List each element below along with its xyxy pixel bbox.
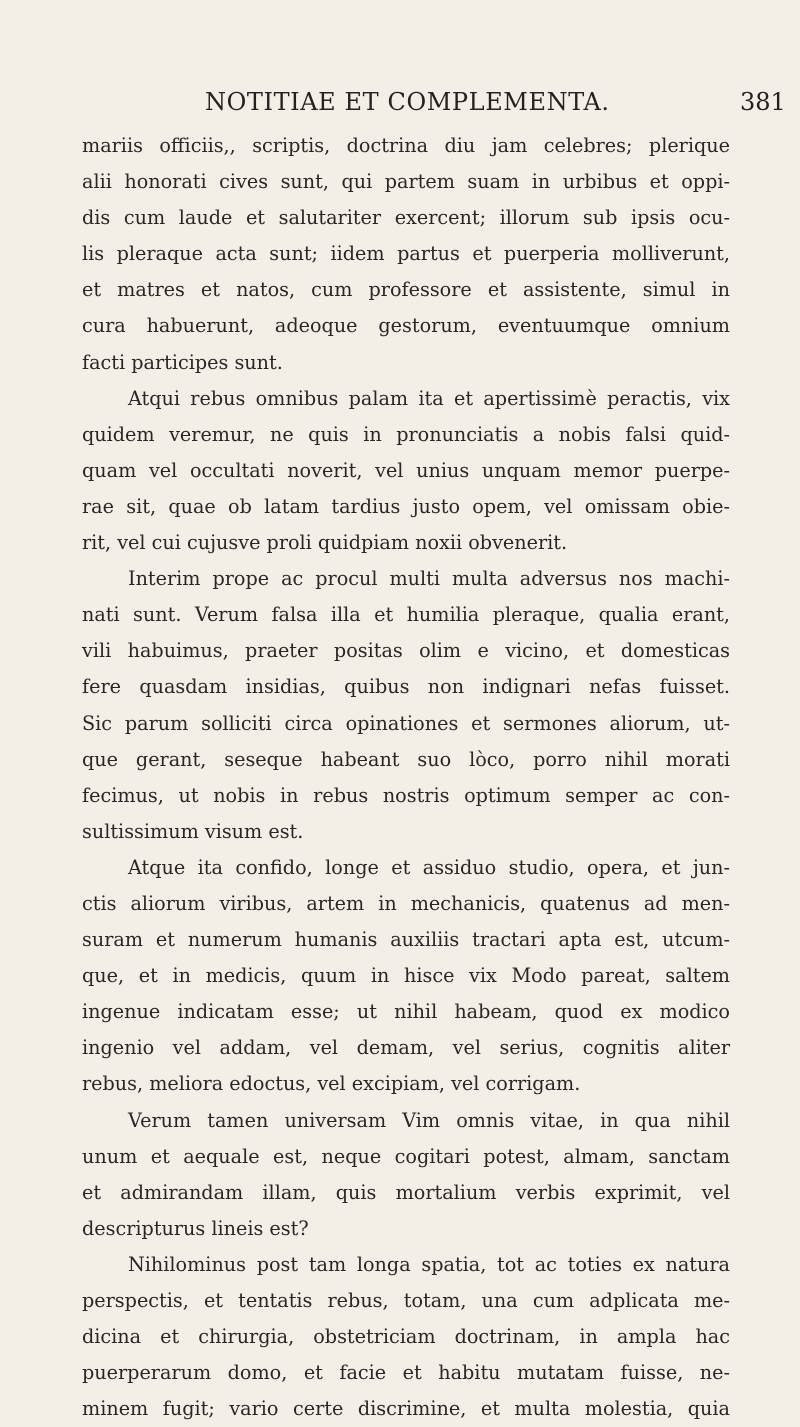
text-line: et matres et natos, cum professore et assistente, simul in [82, 278, 730, 302]
text-line: descripturus lineis est? [82, 1216, 309, 1240]
text-line: fecimus, ut nobis in rebus nostris optimum semper ac con- [82, 783, 730, 807]
text-line: facti participes sunt. [82, 350, 283, 374]
text-line: rae sit, quae ob latam tardius justo opem, vel omissam obie- [82, 494, 730, 518]
text-line: ctis aliorum viribus, artem in mechanicis, quatenus ad men- [82, 891, 730, 915]
text-line: alii honorati cives sunt, qui partem suam in urbibus et oppi- [82, 170, 730, 194]
text-line: ingenio vel addam, vel demam, vel serius, cognitis aliter [82, 1036, 730, 1060]
text-line: puerperarum domo, et facie et habitu mutatam fuisse, ne- [82, 1361, 730, 1385]
body-text [82, 128, 730, 1427]
text-line: lis pleraque acta sunt; iidem partus et puerperia molliverunt, [82, 242, 730, 266]
text-line: quam vel occultati noverit, vel unius unquam memor puerpe- [82, 458, 730, 482]
text-line: suram et numerum humanis auxiliis tractari apta est, utcum- [82, 928, 730, 952]
text-line: Interim prope ac procul multi multa adversus nos machi- [128, 567, 730, 591]
text-line: perspectis, et tentatis rebus, totam, una cum adplicata me- [82, 1289, 730, 1312]
text-line: unum et aequale est, neque cogitari potest, almam, sanctam [82, 1144, 730, 1168]
text-line: et admirandam illam, quis mortalium verbis exprimit, vel [82, 1180, 730, 1204]
text-line: Sic parum solliciti circa opinationes et sermones aliorum, ut- [82, 711, 730, 735]
running-title: NOTITIAE ET COMPLEMENTA. [205, 88, 610, 116]
text-line: mariis officiis,, scriptis, doctrina diu jam celebres; plerique [82, 134, 730, 157]
text-line: nati sunt. Verum falsa illa et humilia pleraque, qualia erant, [82, 603, 730, 627]
text-line: cura habuerunt, adeoque gestorum, eventuumque omnium [82, 314, 730, 338]
text-line: dicina et chirurgia, obstetriciam doctrinam, in ampla hac [82, 1325, 730, 1349]
text-line: fere quasdam insidias, quibus non indignari nefas fuisset. [82, 675, 730, 699]
text-line: Verum tamen universam Vim omnis vitae, in qua nihil [128, 1108, 730, 1132]
text-line: quidem veremur, ne quis in pronunciatis a nobis falsi quid- [82, 422, 730, 446]
text-line: que, et in medicis, quum in hisce vix Modo pareat, saltem [82, 964, 730, 988]
text-line: Atque ita confido, longe et assiduo studio, opera, et jun- [128, 855, 730, 879]
text-line: rebus, meliora edoctus, vel excipiam, vel corrigam. [82, 1072, 581, 1096]
text-line: rit, vel cui cujusve proli quidpiam noxii obvenerit. [82, 531, 568, 555]
page-header [0, 88, 800, 124]
text-line: minem fugit; vario certe discrimine, et multa molestia, quia [82, 1397, 730, 1421]
text-line: que gerant, seseque habeant suo lòco, porro nihil morati [82, 747, 730, 771]
page-number: 381 [740, 88, 786, 116]
text-line: dis cum laude et salutariter exercent; illorum sub ipsis ocu- [82, 206, 730, 230]
text-line: ingenue indicatam esse; ut nihil habeam, quod ex modico [82, 1000, 730, 1024]
text-line: Nihilominus post tam longa spatia, tot ac toties ex natura [128, 1252, 730, 1276]
text-line: Atqui rebus omnibus palam ita et apertissimè peractis, vix [128, 386, 730, 410]
text-line: vili habuimus, praeter positas olim e vicino, et domesticas [82, 639, 730, 663]
text-line: sultissimum visum est. [82, 819, 304, 843]
